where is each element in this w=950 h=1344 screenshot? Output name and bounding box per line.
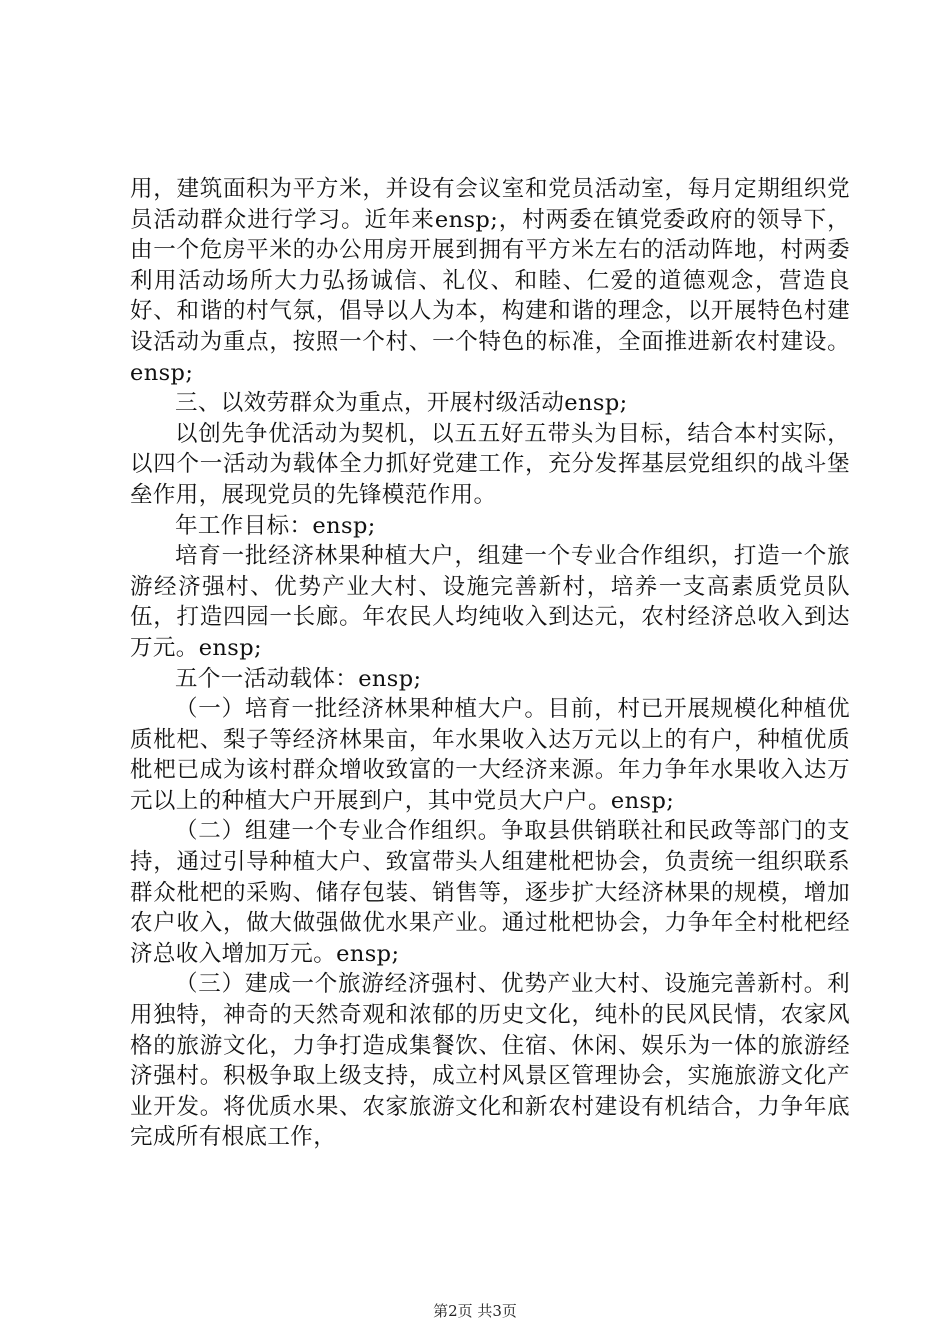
activity-carrier-heading: 五个一活动载体：ensp; xyxy=(175,665,422,692)
paragraph-item-three: （三）建成一个旅游经济强村、优势产业大村、设施完善新村。利用独特，神奇的天然奇观和浓郁的历史文化，纯朴的民风民情，农家风格的旅游文化，力争打造成集餐饮、住宿、休闲、娱乐为一体的旅游经济强村。积极争取上级支持，成立村风景区管理协会，实施旅游文化产业开发。将优质水果、农家旅游文化和新农村建设有机结合，力争年底完成所有根底工作， xyxy=(130,971,850,1151)
page-number-footer: 第2页 共3页 xyxy=(433,1302,517,1320)
paragraph-intro: 以创先争优活动为契机，以五五好五带头为目标，结合本村实际，以四个一活动为载体全力抓好党建工作，充分发挥基层党组织的战斗堡垒作用，展现党员的先锋模范作用。 xyxy=(130,420,850,508)
paragraph-item-two: （二）组建一个专业合作组织。争取县供销联社和民政等部门的支持，通过引导种植大户、致富带头人组建枇杷协会，负责统一组织联系群众枇杷的采购、储存包装、销售等，逐步扩大经济林果的规模，增加农户收入，做大做强做优水果产业。通过枇杷协会，力争年全村枇杷经济总收入增加万元。ensp; xyxy=(130,818,850,967)
section-heading-three: 三、以效劳群众为重点，开展村级活动ensp; xyxy=(175,390,628,417)
annual-goal-heading: 年工作目标：ensp; xyxy=(175,512,376,539)
document-body xyxy=(130,174,850,1153)
paragraph-item-one: （一）培育一批经济林果种植大户。目前，村已开展规模化种植优质枇杷、梨子等经济林果亩，年水果收入达万元以上的有户，种植优质枇杷已成为该村群众增收致富的一大经济来源。年力争年水果收入达万元以上的种植大户开展到户，其中党员大户户。ensp; xyxy=(130,696,850,814)
paragraph-continuation: 用，建筑面积为平方米，并设有会议室和党员活动室，每月定期组织党员活动群众进行学习。近年来ensp;，村两委在镇党委政府的领导下，由一个危房平米的办公用房开展到拥有平方米左右的活动阵地，村两委利用活动场所大力弘扬诚信、礼仪、和睦、仁爱的道德观念，营造良好、和谐的村气氛，倡导以人为本，构建和谐的理念，以开展特色村建设活动为重点，按照一个村、一个特色的标准，全面推进新农村建设。ensp; xyxy=(130,176,850,386)
paragraph-annual-goal: 培育一批经济林果种植大户，组建一个专业合作组织，打造一个旅游经济强村、优势产业大村、设施完善新村，培养一支高素质党员队伍，打造四园一长廊。年农民人均纯收入到达元，农村经济总收入到达万元。ensp; xyxy=(130,543,850,661)
